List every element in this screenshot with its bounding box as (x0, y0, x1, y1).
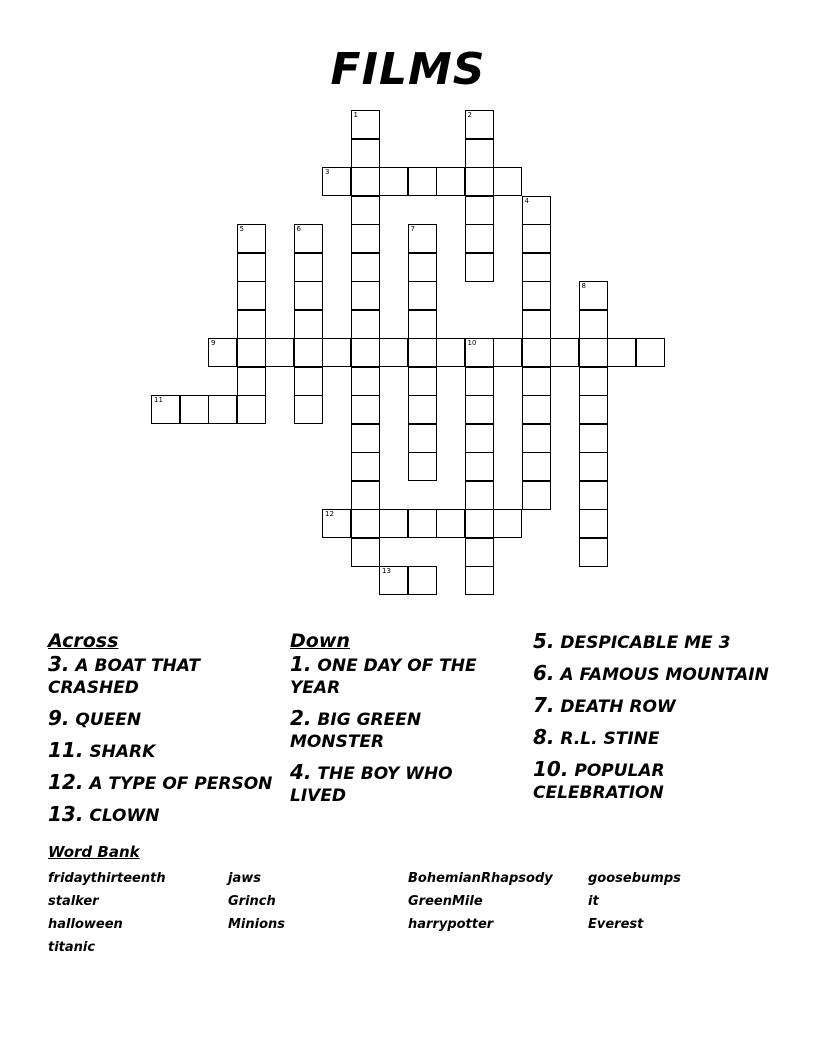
grid-cell (579, 424, 608, 453)
grid-cell (408, 395, 437, 424)
word-bank-entry: it (588, 894, 599, 909)
grid-cell (294, 338, 323, 367)
clue-number: 5 (239, 225, 244, 233)
grid-cell (436, 338, 465, 367)
clue-num: 7. (533, 693, 555, 717)
grid-cell (493, 509, 522, 538)
grid-cell (465, 224, 494, 253)
clue-item (48, 771, 278, 795)
word-bank-entry: titanic (48, 940, 96, 955)
word-bank-entry: BohemianRhapsody (408, 871, 553, 886)
grid-cell (237, 338, 266, 367)
word-bank-entry: jaws (228, 871, 261, 886)
grid-cell (379, 338, 408, 367)
grid-cell (465, 481, 494, 510)
clue-num: 9. (48, 706, 70, 730)
grid-cell (636, 338, 665, 367)
grid-cell (522, 367, 551, 396)
clue-number: 10 (467, 339, 477, 347)
grid-cell (208, 338, 237, 367)
clue-text: A FAMOUS MOUNTAIN (554, 665, 769, 685)
grid-cell (408, 167, 437, 196)
grid-cell (579, 509, 608, 538)
grid-cell (522, 224, 551, 253)
clue-text: DEATH ROW (554, 697, 676, 717)
clue-text: A TYPE OF PERSON (83, 774, 273, 794)
grid-cell (351, 338, 380, 367)
grid-cell (465, 196, 494, 225)
grid-cell (522, 281, 551, 310)
clue-item (290, 761, 510, 807)
grid-cell (237, 224, 266, 253)
word-bank-entry: GreenMile (408, 894, 483, 909)
clue-item (290, 707, 510, 753)
grid-cell (351, 167, 380, 196)
grid-cell (294, 310, 323, 339)
grid-cell (465, 167, 494, 196)
grid-cell (322, 167, 351, 196)
clue-item (533, 726, 783, 750)
grid-cell (465, 253, 494, 282)
clue-num: 1. (290, 652, 312, 676)
grid-cell (237, 310, 266, 339)
grid-cell (579, 338, 608, 367)
clue-item (48, 707, 278, 731)
grid-cell (351, 281, 380, 310)
grid-cell (522, 338, 551, 367)
grid-cell (351, 139, 380, 168)
grid-cell (465, 566, 494, 595)
grid-cell (294, 224, 323, 253)
grid-cell (237, 281, 266, 310)
grid-cell (408, 281, 437, 310)
grid-cell (237, 395, 266, 424)
clue-number: 11 (154, 396, 163, 404)
grid-cell (408, 310, 437, 339)
clue-num: 12. (48, 770, 84, 794)
grid-cell (294, 367, 323, 396)
down-clues-col2 (533, 630, 783, 812)
grid-cell (237, 253, 266, 282)
word-bank-col-2 (228, 867, 285, 936)
clue-num: 8. (533, 725, 555, 749)
grid-cell (322, 338, 351, 367)
grid-cell (522, 310, 551, 339)
grid-cell (436, 167, 465, 196)
grid-cell (294, 253, 323, 282)
word-bank-entry: harrypotter (408, 917, 494, 932)
grid-cell (351, 224, 380, 253)
grid-cell (465, 452, 494, 481)
clue-num: 6. (533, 661, 555, 685)
grid-cell (351, 538, 380, 567)
clue-number: 2 (467, 111, 472, 119)
grid-cell (408, 509, 437, 538)
grid-cell (351, 253, 380, 282)
grid-cell (237, 367, 266, 396)
word-bank-col-4 (588, 867, 681, 936)
word-bank-entry: fridaythirteenth (48, 871, 166, 886)
word-bank-entry: Grinch (228, 894, 276, 909)
puzzle-title: FILMS (330, 44, 486, 95)
clue-num: 3. (48, 652, 70, 676)
clue-text: DESPICABLE ME 3 (554, 633, 731, 653)
grid-cell (522, 395, 551, 424)
grid-cell (408, 566, 437, 595)
clue-item (533, 694, 783, 718)
clue-num: 11. (48, 738, 84, 762)
grid-cell (351, 196, 380, 225)
grid-cell (579, 481, 608, 510)
grid-cell (408, 253, 437, 282)
grid-cell (465, 139, 494, 168)
grid-cell (493, 167, 522, 196)
grid-cell (579, 281, 608, 310)
grid-cell (522, 424, 551, 453)
grid-cell (579, 367, 608, 396)
clue-text: R.L. STINE (554, 729, 660, 749)
grid-cell (522, 481, 551, 510)
clue-number: 1 (353, 111, 358, 119)
clue-item (48, 653, 278, 699)
across-list (48, 653, 278, 827)
word-bank-col-1 (48, 867, 166, 959)
grid-cell (322, 509, 351, 538)
down-heading: Down (290, 630, 350, 652)
grid-cell (379, 566, 408, 595)
clue-text: THE BOY WHO LIVED (290, 764, 453, 806)
clue-text: POPULAR CELEBRATION (533, 761, 665, 803)
clue-num: 2. (290, 706, 312, 730)
grid-cell (180, 395, 209, 424)
grid-cell (408, 367, 437, 396)
clue-text: ONE DAY OF THE YEAR (290, 656, 477, 698)
clue-number: 12 (325, 510, 334, 518)
clue-item (48, 803, 278, 827)
grid-cell (351, 509, 380, 538)
grid-cell (465, 424, 494, 453)
grid-cell (550, 338, 579, 367)
grid-cell (465, 538, 494, 567)
grid-cell (522, 452, 551, 481)
clue-num: 10. (533, 757, 569, 781)
grid-cell (465, 367, 494, 396)
grid-cell (265, 338, 294, 367)
clue-item (533, 758, 783, 804)
grid-cell (465, 509, 494, 538)
grid-cell (408, 338, 437, 367)
clue-number: 9 (211, 339, 216, 347)
grid-cell (408, 224, 437, 253)
grid-cell (465, 110, 494, 139)
grid-cell (294, 395, 323, 424)
grid-cell (351, 452, 380, 481)
grid-cell (379, 509, 408, 538)
clue-item (290, 653, 510, 699)
clue-item (533, 630, 783, 654)
clue-number: 13 (382, 567, 391, 575)
grid-cell (351, 310, 380, 339)
grid-cell (579, 310, 608, 339)
clue-text: SHARK (83, 742, 156, 762)
grid-cell (579, 452, 608, 481)
clue-item (533, 662, 783, 686)
clue-number: 6 (296, 225, 301, 233)
clue-text: QUEEN (69, 710, 142, 730)
grid-cell (493, 338, 522, 367)
word-bank-heading: Word Bank (48, 843, 140, 861)
grid-cell (408, 452, 437, 481)
word-bank-entry: stalker (48, 894, 99, 909)
clue-number: 8 (581, 282, 586, 290)
clue-num: 4. (290, 760, 312, 784)
clue-number: 4 (524, 196, 529, 205)
down-list-2 (533, 630, 783, 804)
grid-cell (465, 395, 494, 424)
across-heading: Across (48, 630, 119, 652)
clue-text: A BOAT THAT CRASHED (48, 656, 200, 698)
clue-text: BIG GREEN MONSTER (290, 710, 422, 752)
word-bank-entry: Everest (588, 917, 644, 932)
word-bank-entry: Minions (228, 917, 286, 932)
clue-item (48, 739, 278, 763)
grid-cell (351, 481, 380, 510)
grid-cell (351, 110, 380, 139)
grid-cell (522, 196, 551, 225)
grid-cell (436, 509, 465, 538)
grid-cell (351, 367, 380, 396)
clue-num: 13. (48, 802, 84, 826)
grid-cell (294, 281, 323, 310)
grid-cell (379, 167, 408, 196)
grid-cell (208, 395, 237, 424)
grid-cell (351, 395, 380, 424)
grid-cell (579, 395, 608, 424)
grid-cell (579, 538, 608, 567)
clue-text: CLOWN (83, 806, 160, 826)
clue-number: 3 (325, 168, 330, 176)
word-bank-entry: halloween (48, 917, 123, 932)
across-clues (48, 630, 278, 835)
word-bank-col-3 (408, 867, 553, 936)
grid-cell (607, 338, 636, 367)
clue-num: 5. (533, 629, 555, 653)
clue-number: 7 (410, 225, 415, 233)
grid-cell (522, 253, 551, 282)
grid-cell (465, 338, 494, 367)
grid-cell (351, 424, 380, 453)
down-list-1 (290, 653, 510, 807)
grid-cell (151, 395, 180, 424)
down-clues-col1 (290, 630, 510, 815)
grid-cell (408, 424, 437, 453)
word-bank-entry: goosebumps (588, 871, 681, 886)
